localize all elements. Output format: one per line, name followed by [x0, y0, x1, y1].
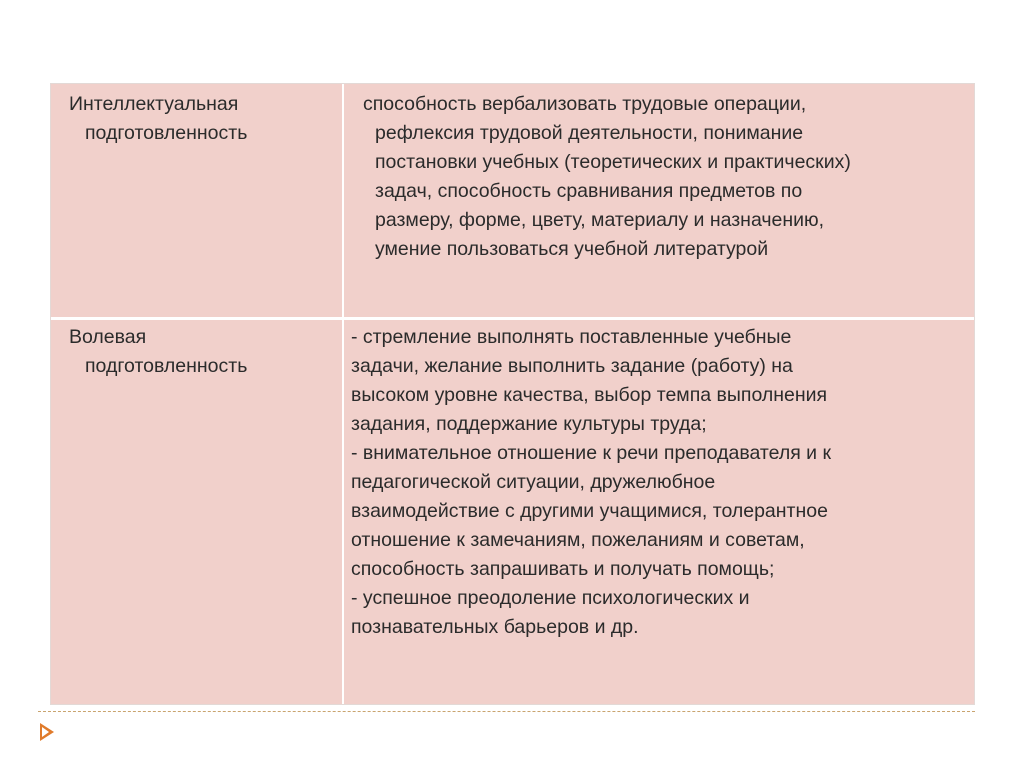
description-line: умение пользоваться учебной литературой [375, 238, 769, 260]
description-line: - успешное преодоление психологических и [351, 587, 750, 609]
description-line: педагогической ситуации, дружелюбное [351, 471, 716, 493]
table-row [51, 84, 974, 318]
description-line: способность вербализовать трудовые операции, [363, 93, 807, 115]
description-line: размеру, форме, цвету, материалу и назначению, [375, 209, 825, 231]
description-line: рефлексия трудовой деятельности, понимание [375, 122, 804, 144]
description-line: - стремление выполнять поставленные учебные [351, 326, 792, 348]
row-label-line: подготовленность [85, 122, 248, 144]
column-divider [342, 84, 344, 704]
row-description-cell [351, 323, 971, 642]
row-label-line: подготовленность [85, 355, 248, 377]
description-line: постановки учебных (теоретических и практических) [375, 151, 851, 173]
table-row [51, 320, 974, 704]
description-line: способность запрашивать и получать помощь; [351, 558, 775, 580]
description-line: познавательных барьеров и др. [351, 616, 639, 638]
description-line: - внимательное отношение к речи преподавателя и к [351, 442, 832, 464]
footer-divider [38, 711, 975, 712]
play-arrow-icon [40, 723, 54, 741]
description-line: высоком уровне качества, выбор темпа выполнения [351, 384, 828, 406]
description-line: задания, поддержание культуры труда; [351, 413, 707, 435]
description-line: отношение к замечаниям, пожеланиям и советам, [351, 529, 805, 551]
competency-table [50, 83, 975, 705]
description-line: задачи, желание выполнить задание (работу) на [351, 355, 793, 377]
row-label-line: Интеллектуальная [69, 93, 239, 115]
row-label-line: Волевая [69, 326, 147, 348]
row-label-cell [69, 323, 329, 381]
row-description-cell [351, 90, 971, 264]
row-label-cell [69, 90, 329, 148]
description-line: задач, способность сравнивания предметов по [375, 180, 803, 202]
description-line: взаимодействие с другими учащимися, толерантное [351, 500, 828, 522]
